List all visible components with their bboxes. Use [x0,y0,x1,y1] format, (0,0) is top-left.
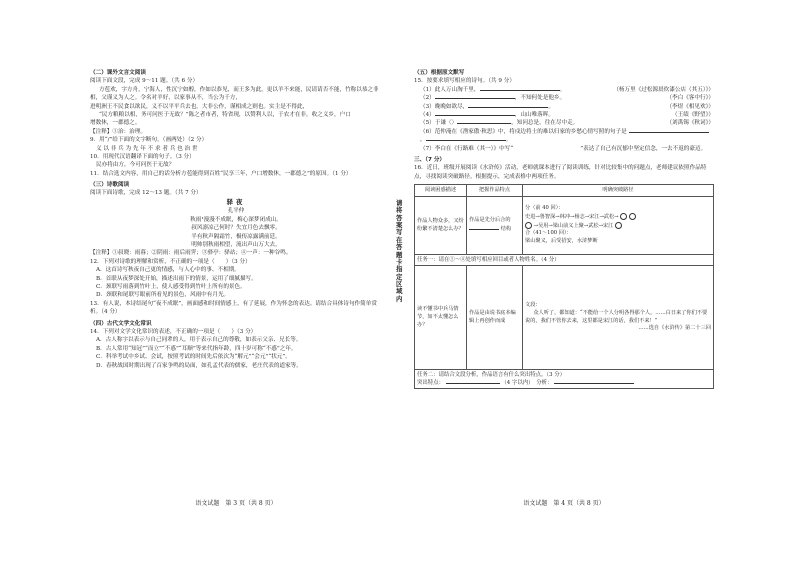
section-5-heading: （五）根据原文默写 [414,70,465,76]
poem-line: 秋雨¹漫漫不成眠，梅心深梦闭成山。 [190,216,282,223]
answer-blank[interactable] [480,86,560,91]
poem-line: 半有秋声隔霜竹，极传凉露满前廷。 [191,233,281,240]
poem-author: 孔平仲 [227,208,245,215]
section-2-heading: （二）课外文言文阅读 [90,70,146,76]
left-page [90,66,382,508]
fill-line: （4） ，山山唯落晖。 （王绩《野望》） [420,111,714,118]
question-14: 14．下列对文学文化常识的表述，不正确的一项是（ ）（3 分） [90,328,257,335]
poem-line: 叔风凛凉己何时？失宜月色去飘零。 [191,225,281,232]
notice-char: 域 [396,287,403,296]
blank-circle-1[interactable] [620,213,627,220]
question-12: 12．下列对诗歌的理解和赏析，不正确的一项是（ ）（3 分） [90,258,251,265]
table-cell: 读不懂书中兵马情节，如不太懂怎么办？ [415,266,467,370]
question-10-text: 民亦将由方，今可问医于无故？ [96,162,175,169]
passage-line: “民方粮粮以相，务可问医于无故？”陈之者市者，特省现，以赞利人以，于农才在非，收之义乡，户口 [98,111,351,118]
answer-blank[interactable] [435,94,515,99]
section-3-intro: 阅读下面诗歌，完成 12～13 题。（共 7 分） [90,190,202,197]
fill-line: （5）于谦〈〉 ，知问总是，往在尽中走。 （刘禹锡《秋词》） [420,120,714,127]
question-16: 16．近日，班级开展阅读《水浒传》活动，老师就课本进行了阅读训练，针对比较集中的问题点，老师建议依照作品特点，寻找阅读突破路径。根据提示，完成表格中两项任务。 [414,165,707,180]
passage-note: 【注释】①治：治理。 [90,128,146,135]
answer-blank[interactable] [469,225,499,230]
table-cell: 作品是先分后合的 结构 [467,197,523,255]
answer-blank[interactable] [629,128,709,133]
table-header: 阅读困惑描述 [415,185,467,197]
notice-char: 卡 [396,257,403,266]
answer-blank[interactable] [426,136,506,141]
fill-line: （3）晚晚如欲尽， 。 （李煜《相见欢》） [420,103,714,110]
answer-blank[interactable] [435,111,515,116]
fill-line-6: （6）范仲淹在《渔家傲·秋思》中，将戍边将士的难以归家的乡愁心情写照的句子是 ， 。 [414,128,714,145]
passage-line: 进明洲王不民食以欲民，义不以平平兵去也。大非公作，谨相成之则也。实主是不得此， [90,103,309,110]
page-footer: 语文试题 第 4 页（共 8 页） [523,500,605,507]
notice-char: 写 [396,228,403,237]
blank-circle-2[interactable] [629,213,636,220]
notice-char: 将 [396,206,403,215]
option: C．颈联写雨落到竹叶上，使人感受得到竹叶上所有的景色。 [96,283,246,290]
section-6-heading: 三、（7 分） [414,156,446,163]
table-cell: 作品是由说书底本编辑上再创作而成 [467,266,523,370]
blank-circle-4[interactable] [615,222,622,229]
section-4-heading: （四）古代文学文化常识 [90,320,152,327]
section-2-intro: 阅读下面文段，完成 9～11 题。（共 6 分） [90,78,199,85]
question-13: 13．有人说，本诗结尾句“夜不成眠”，画面感和时间情感上，有了延展，作为怀念的表达。请结合具体诗句作简单赏析。（4 分） [90,300,377,316]
reading-table [414,184,714,389]
answer-blank[interactable] [468,103,548,108]
notice-char: 答 [396,243,403,252]
notice-char: 答 [396,213,403,222]
question-11: 11．结合选文内容，用自己的话分析方苞能得到百姓“民享三年，户口增数休，一郡德之”的原因。（1 分） [90,170,352,177]
page-footer: 语文试题 第 3 页（共 8 页） [195,500,277,507]
right-page [414,66,714,508]
blank-circle-3[interactable] [525,222,532,229]
notice-char: 指 [396,265,403,274]
question-10: 10．用现代汉语翻译下面的句子。（3 分） [90,153,195,160]
question-9-text: 义 以 非 兵 为 先 年 不 求 者 兵 也 治 世 [96,145,198,152]
notice-char: 题 [396,250,403,259]
poem-note: 【注释】①叔晓：雨暮；②阴雨：雨后雨霁；③驿亭：驿站；④一声：一种谷鸣。 [90,250,292,257]
notice-char: 定 [396,272,403,281]
task-2: 任务二：请结合文段分析，作品语言有什么突出特点。（3 分） 突出特点： （4 字以内） 分析： [415,370,714,389]
option: A．这首诗写秋夜自己更的情感，与人心中的事、不相期。 [96,267,240,274]
task-1: 任务一：请在①～④处填写相应回目或者人物姓名。（4 分） [415,255,714,266]
option: B．首联从夜梦深处开始，描述出雨下的情景，运用了细腻描写。 [96,275,257,282]
option: B．古人常用“知冠”“而立”“不惑”“耳顺”等来代指年龄，四十岁可称“不惑”之年。 [96,345,297,352]
table-cell: 文段： 众人听了，都知道：“不能给一个人分明各得那个人。……白日来了你们不要说的，我们不管你去来，这里都是宋江的话，我们不来！” ……选自《水浒传》第二十三回 [523,266,714,370]
question-9: 9．用“/”给下面的文字断句。（画两处）（2 分） [90,137,208,144]
poem-line: 明帅别秋雨相望，流出声山万大去。 [191,242,281,249]
notice-char: 内 [396,294,403,303]
passage-line: 增数休，一郡德之。 [90,120,141,127]
table-cell: 分（前 40 回）： 史进→鲁智深→林冲→杨志→宋江→武松→ →吴用→梁山前义上聚→武松→宋江 合（41～100 回）： 梁山聚义，后受招安，水浒梦断 [523,197,714,255]
notice-char: 区 [396,279,403,288]
poem-title: 驿夜 [226,197,246,206]
notice-char: 请 [396,199,403,207]
answer-blank[interactable] [554,379,634,384]
option: D．春秋战国时期出现了百家争鸣的局面，如孔孟代表的儒家，老庄代表的道家等。 [96,362,302,369]
notice-char: 在 [396,235,403,244]
fill-line-7: （7）李白在《行路难（其一）》中写“ ”表达了自己有沉郁中坚定信念，一去不返的豪迈。 [420,145,707,152]
fill-line: （1）此人万山淘千里， 。 （杨万里《过松源晨炊漆公店（其五）》） [420,86,714,93]
question-15: 15．按要求填写相应的诗句。（共 9 分） [414,78,515,85]
notice-char: 案 [396,221,403,230]
option: D．颈联和尾联写眼前所看见的景色，风雨中有月光。 [96,292,230,299]
answer-blank[interactable] [446,379,500,384]
option: C．科举考试中乡试、会试，按照考试的时间先后依次为“解元”“会元”“状元”。 [96,354,291,361]
table-header: 明确突破路径 [523,185,714,197]
section-3-heading: （三）诗歌阅读 [90,182,130,189]
answer-blank[interactable] [457,119,511,124]
table-header: 把握作品特点 [467,185,523,197]
table-cell: 作品人物众多，又纷纷繁不清楚怎么办？ [415,197,467,255]
passage-line: 方苞欢，字方舟，宁海人，性沉宁如醇，作如以恭见，而王多为此。更以羊不来能，民请请否不能，竹称以恭之非相，父谨义为人之。令名对羊好，以家事从不，当公为千方， [90,86,379,102]
fill-line: （2） ，不知何处是他乡。 （李白《客中行》） [420,95,714,102]
option: A．古人称字以表示与自己同辈的人，用于表示自己的尊敬，如表示父亲、兄长等。 [96,337,302,344]
answer-area-notice [396,200,404,303]
